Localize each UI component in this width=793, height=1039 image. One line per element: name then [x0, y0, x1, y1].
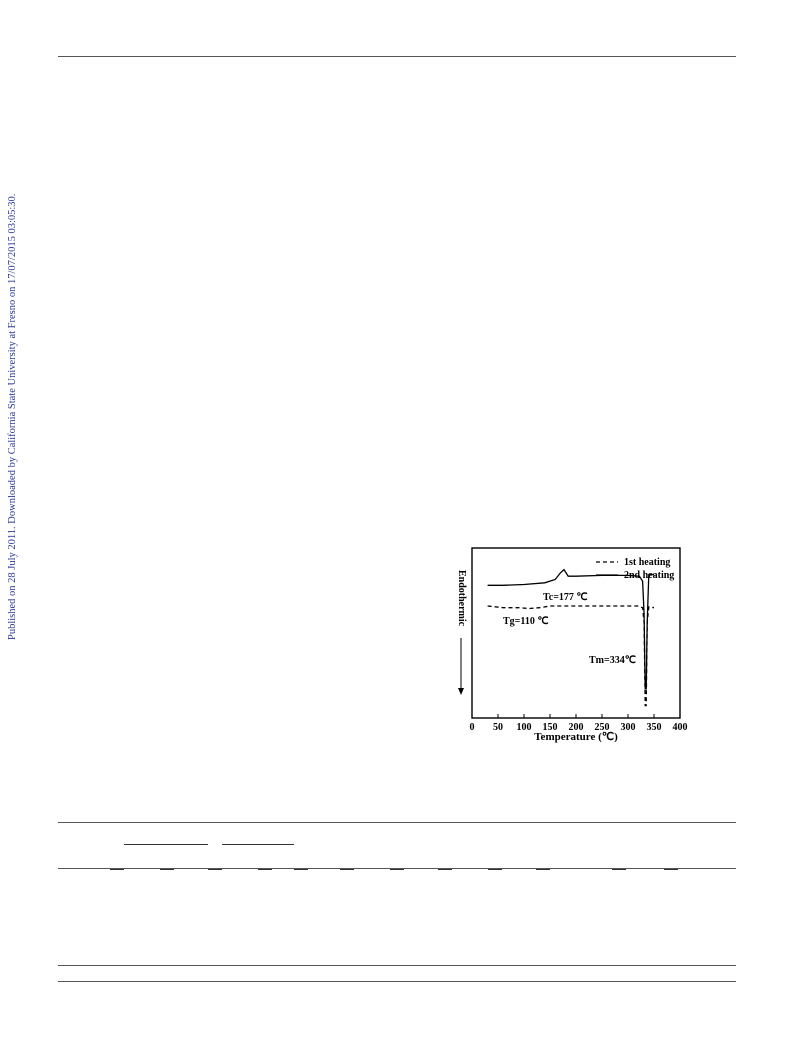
table-top-rule	[58, 822, 736, 823]
table-header-dash	[438, 869, 452, 870]
x-tick-label-400: 400	[672, 722, 688, 733]
table-group-rule-2	[222, 844, 294, 845]
x-tick-label-100: 100	[516, 722, 532, 733]
table-group-rule-1	[124, 844, 208, 845]
top-rule	[58, 56, 736, 57]
table-header-dash	[340, 869, 354, 870]
legend-label-2nd: 2nd heating	[624, 570, 675, 581]
y-axis-label: Endothermic	[456, 570, 467, 627]
x-tick-label-50: 50	[493, 722, 503, 733]
x-tick-label-0: 0	[469, 722, 475, 733]
x-tick-label-300: 300	[620, 722, 636, 733]
table-header-dash	[294, 869, 308, 870]
series-line-2	[488, 570, 654, 689]
table-header-dash	[258, 869, 272, 870]
annotation-tc: Tc=177 ℃	[543, 592, 588, 603]
legend-label-1st: 1st heating	[624, 557, 671, 568]
dsc-chart	[452, 540, 697, 750]
dsc-figure	[452, 540, 697, 750]
legend	[596, 557, 674, 581]
footer-rule	[58, 981, 736, 982]
x-tick-label-150: 150	[542, 722, 558, 733]
table-header-dash	[160, 869, 174, 870]
table-header-dash	[208, 869, 222, 870]
x-tick-label-350: 350	[646, 722, 662, 733]
publication-side-note: Published on 28 July 2011. Downloaded by California State University at Fresno on 17/07/2015 03:05:30.	[7, 193, 18, 640]
x-tick-label-200: 200	[568, 722, 584, 733]
table-header-dash	[536, 869, 550, 870]
table-bottom-rule	[58, 965, 736, 966]
table-header-dash	[664, 869, 678, 870]
table-header-dash	[390, 869, 404, 870]
table-header-dash	[110, 869, 124, 870]
x-tick-label-250: 250	[594, 722, 610, 733]
x-axis-label: Temperature (℃)	[534, 731, 618, 743]
table-header-dash	[612, 869, 626, 870]
annotation-tg: Tg=110 ℃	[503, 616, 549, 627]
series-layer	[488, 570, 654, 706]
y-axis-arrow	[458, 638, 464, 695]
table-header-dash	[488, 869, 502, 870]
annotation-tm: Tm=334℃	[589, 655, 636, 666]
